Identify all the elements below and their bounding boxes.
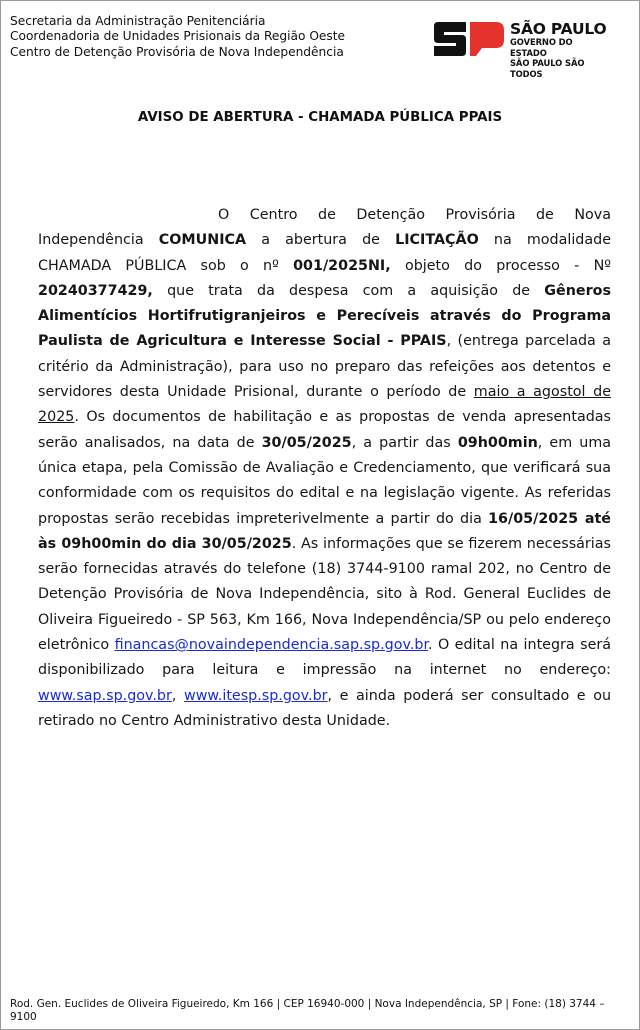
body-text: , a partir das xyxy=(351,434,451,451)
analysis-date: 30/05/2025 xyxy=(261,434,352,451)
body-text: , e ainda poderá ser consultado e ou retirado no Centro Administrativo desta Unidade. xyxy=(38,687,612,729)
letterhead-line: Coordenadoria de Unidades Prisionais da Região Oeste xyxy=(10,29,346,44)
letterhead xyxy=(10,14,345,60)
body-text: a abertura de xyxy=(261,232,380,249)
process-number: 001/2025NI, xyxy=(293,257,391,274)
analysis-time: 09h00min xyxy=(457,434,538,451)
letterhead-line: Centro de Detenção Provisória de Nova Independência xyxy=(10,44,344,59)
body-text: . O edital na integra será disponibilizado para leitura e impressão na internet no endereço: xyxy=(38,637,612,679)
document-title: AVISO DE ABERTURA - CHAMADA PÚBLICA PPAIS xyxy=(137,110,503,125)
logo-tagline: SÃO PAULO SÃO TODOS xyxy=(510,58,585,79)
body-text: , em uma única etapa, pela Comissão de Avaliação e Credenciamento, que verificará sua conformidade com os requisitos do edital e na legislação vigente. As referidas propostas serão recebidas impreterivelmente a partir do dia xyxy=(38,434,612,527)
body-text: que trata da despesa com a aquisição de xyxy=(167,282,531,299)
logo-subtitle: GOVERNO DO ESTADO xyxy=(510,37,573,58)
body-text: , xyxy=(171,687,177,704)
period-text: maio a agostol de 2025 xyxy=(38,384,612,426)
logo-text xyxy=(510,21,612,79)
body-bold-text: COMUNICA xyxy=(158,232,247,249)
email-link[interactable]: financas@novaindependencia.sap.sp.gov.br xyxy=(114,637,429,654)
logo-title: SÃO PAULO xyxy=(510,20,607,38)
body-text: na modalidade CHAMADA PÚBLICA sob o nº xyxy=(38,232,612,274)
body-bold-text: LICITAÇÃO xyxy=(395,232,479,249)
itesp-website-link[interactable]: www.itesp.sp.gov.br xyxy=(184,687,328,704)
notice-body xyxy=(38,203,611,734)
sp-emblem-icon xyxy=(432,20,506,58)
body-text: . As informações que se fizerem necessárias serão fornecidas através do telefone (18) 3744-9100 ramal 202, no Centro de Detenção Provisória de Nova Independência, sito à Rod. General Euclides de Oliveira Figueiredo - SP 563, Km 166, Nova Independência/SP ou pelo endereço eletrônico xyxy=(38,535,611,654)
body-text: objeto do processo - Nº xyxy=(404,257,612,274)
footer-address: Rod. Gen. Euclides de Oliveira Figueiredo, Km 166 | CEP 16940-000 | Nova Independência, SP | Fone: (18) 3744 – 9100 xyxy=(10,998,605,1023)
process-id: 20240377429, xyxy=(38,282,153,299)
object-description: Gêneros Alimentícios Hortifrutigranjeiros e Perecíveis através do Programa Paulista de Agricultura e Interesse Social - PPAIS xyxy=(38,282,611,350)
letterhead-line: Secretaria da Administração Penitenciária xyxy=(10,14,266,28)
body-text: , (entrega parcelada a critério da Administração), para uso no preparo das refeições aos detentos e servidores desta Unidade Prisional, durante o período de xyxy=(38,333,611,401)
body-text: . Os documentos de habilitação e as propostas de venda apresentadas serão analisados, na data de xyxy=(38,409,611,451)
body-text: O Centro de Detenção Provisória de Nova Independência xyxy=(38,207,611,249)
sap-website-link[interactable]: www.sap.sp.gov.br xyxy=(38,687,172,704)
sao-paulo-logo xyxy=(432,20,612,79)
reception-period: 16/05/2025 até às 09h00min do dia 30/05/2025 xyxy=(38,510,612,552)
